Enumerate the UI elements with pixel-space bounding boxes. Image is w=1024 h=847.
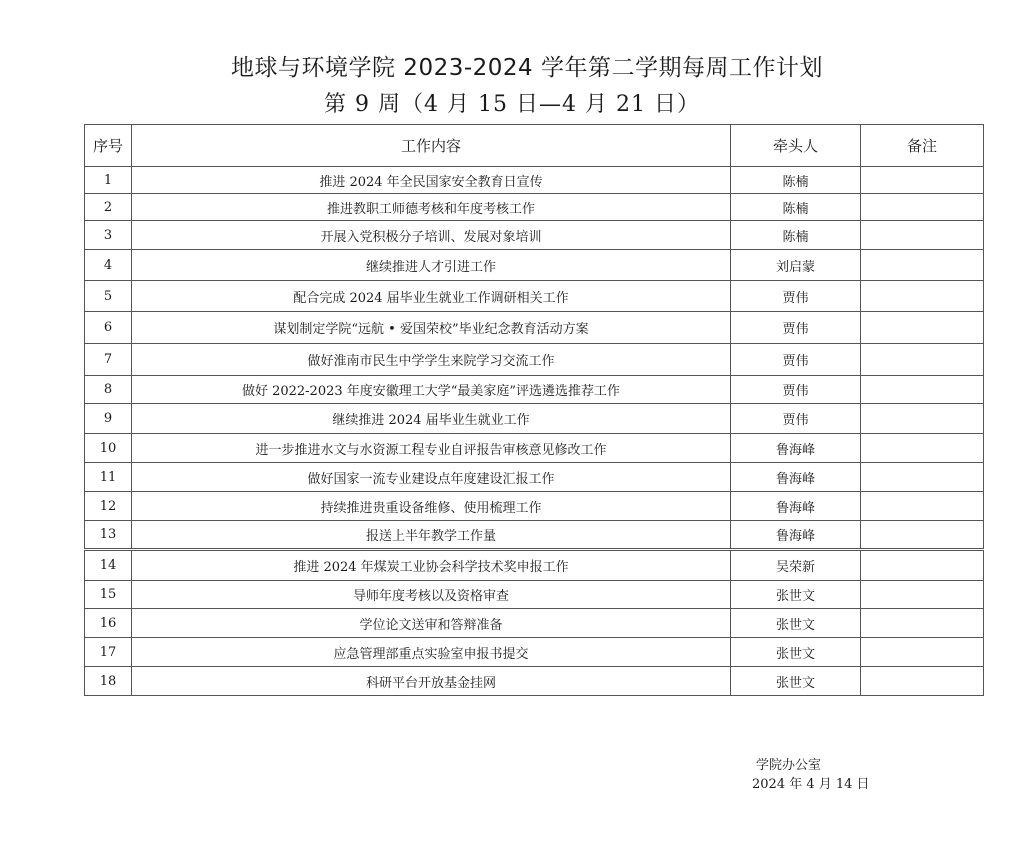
row-number: 5 [85, 281, 132, 312]
table-row [85, 521, 984, 550]
table-row [85, 281, 984, 312]
row-note [861, 609, 984, 638]
table-row [85, 344, 984, 376]
row-lead: 刘启蒙 [731, 250, 861, 281]
row-number: 10 [85, 434, 132, 463]
row-lead: 张世文 [731, 581, 861, 609]
row-lead: 鲁海峰 [731, 521, 861, 550]
row-lead: 陈楠 [731, 221, 861, 250]
row-note [861, 404, 984, 434]
row-content: 配合完成 2024 届毕业生就业工作调研相关工作 [132, 281, 731, 312]
table-row [85, 250, 984, 281]
row-lead: 鲁海峰 [731, 434, 861, 463]
row-content: 继续推进人才引进工作 [132, 250, 731, 281]
row-lead: 贾伟 [731, 281, 861, 312]
row-number: 9 [85, 404, 132, 434]
table-row [85, 434, 984, 463]
row-lead: 陈楠 [731, 167, 861, 194]
work-plan-table [84, 124, 984, 696]
row-lead: 张世文 [731, 609, 861, 638]
row-note [861, 281, 984, 312]
row-content: 推进 2024 年煤炭工业协会科学技术奖申报工作 [132, 550, 731, 581]
row-content: 报送上半年教学工作量 [132, 521, 731, 550]
issue-date: 2024 年 4 月 14 日 [752, 777, 870, 792]
row-note [861, 521, 984, 550]
row-note [861, 312, 984, 344]
row-content: 谋划制定学院“远航 • 爱国荣校”毕业纪念教育活动方案 [132, 312, 731, 344]
row-note [861, 463, 984, 492]
header-lead: 牵头人 [731, 125, 861, 167]
row-number: 15 [85, 581, 132, 609]
row-content: 科研平台开放基金挂网 [132, 667, 731, 696]
table-row [85, 376, 984, 404]
week-subtitle: 第 9 周（4 月 15 日—4 月 21 日） [324, 92, 700, 117]
row-note [861, 376, 984, 404]
row-lead: 贾伟 [731, 344, 861, 376]
table-row [85, 404, 984, 434]
row-lead: 张世文 [731, 638, 861, 667]
row-number: 4 [85, 250, 132, 281]
row-number: 3 [85, 221, 132, 250]
header-note: 备注 [861, 125, 984, 167]
row-number: 6 [85, 312, 132, 344]
table-row [85, 609, 984, 638]
row-content: 推进教职工师德考核和年度考核工作 [132, 194, 731, 221]
row-content: 做好 2022-2023 年度安徽理工大学“最美家庭”评选遴选推荐工作 [132, 376, 731, 404]
table-row [85, 221, 984, 250]
table-row [85, 167, 984, 194]
row-note [861, 250, 984, 281]
row-note [861, 434, 984, 463]
row-content: 继续推进 2024 届毕业生就业工作 [132, 404, 731, 434]
row-content: 进一步推进水文与水资源工程专业自评报告审核意见修改工作 [132, 434, 731, 463]
row-lead: 贾伟 [731, 376, 861, 404]
row-lead: 贾伟 [731, 312, 861, 344]
row-lead: 鲁海峰 [731, 463, 861, 492]
table-row [85, 638, 984, 667]
row-note [861, 550, 984, 581]
row-lead: 吴荣新 [731, 550, 861, 581]
table-row [85, 194, 984, 221]
row-number: 8 [85, 376, 132, 404]
row-note [861, 344, 984, 376]
row-note [861, 194, 984, 221]
row-number: 11 [85, 463, 132, 492]
table-body [85, 167, 984, 696]
table-row [85, 581, 984, 609]
table-row [85, 550, 984, 581]
row-content: 学位论文送审和答辩准备 [132, 609, 731, 638]
row-number: 1 [85, 167, 132, 194]
row-number: 2 [85, 194, 132, 221]
header-no: 序号 [85, 125, 132, 167]
table-row [85, 463, 984, 492]
table-row [85, 667, 984, 696]
row-number: 16 [85, 609, 132, 638]
row-lead: 陈楠 [731, 194, 861, 221]
row-content: 导师年度考核以及资格审查 [132, 581, 731, 609]
row-lead: 鲁海峰 [731, 492, 861, 521]
row-content: 持续推进贵重设备维修、使用梳理工作 [132, 492, 731, 521]
row-note [861, 581, 984, 609]
row-number: 13 [85, 521, 132, 550]
row-number: 18 [85, 667, 132, 696]
row-note [861, 638, 984, 667]
row-content: 开展入党积极分子培训、发展对象培训 [132, 221, 731, 250]
row-note [861, 167, 984, 194]
row-content: 应急管理部重点实验室申报书提交 [132, 638, 731, 667]
row-note [861, 492, 984, 521]
row-lead: 贾伟 [731, 404, 861, 434]
issuing-office: 学院办公室 [756, 758, 822, 773]
row-note [861, 667, 984, 696]
table-row [85, 492, 984, 521]
row-number: 17 [85, 638, 132, 667]
row-note [861, 221, 984, 250]
table-header-row [85, 125, 984, 167]
table-row [85, 312, 984, 344]
header-content: 工作内容 [132, 125, 731, 167]
row-number: 14 [85, 550, 132, 581]
document-title: 地球与环境学院 2023-2024 学年第二学期每周工作计划 [231, 55, 823, 81]
row-number: 12 [85, 492, 132, 521]
row-content: 推进 2024 年全民国家安全教育日宣传 [132, 167, 731, 194]
row-lead: 张世文 [731, 667, 861, 696]
row-number: 7 [85, 344, 132, 376]
row-content: 做好国家一流专业建设点年度建设汇报工作 [132, 463, 731, 492]
row-content: 做好淮南市民生中学学生来院学习交流工作 [132, 344, 731, 376]
